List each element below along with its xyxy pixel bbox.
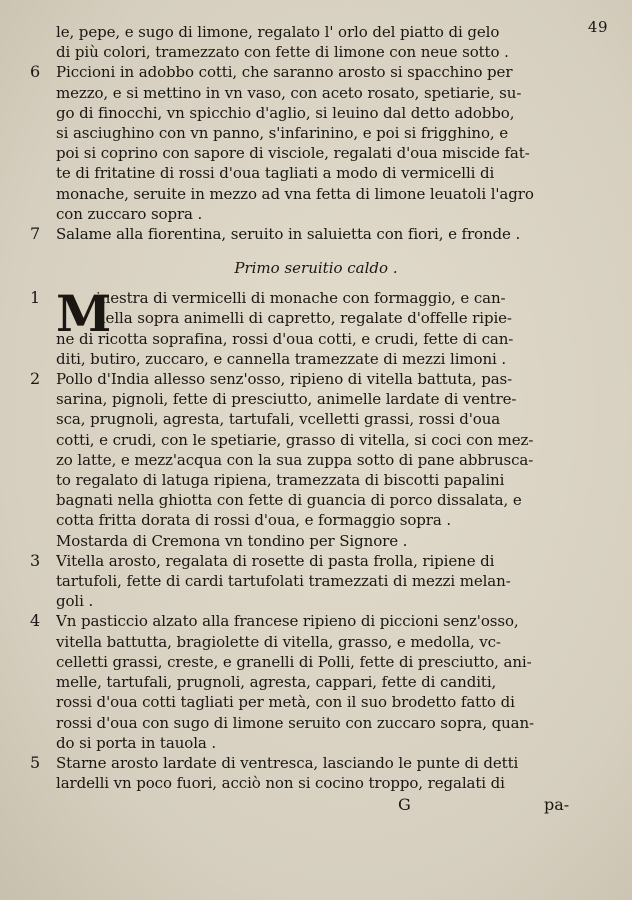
entry-continuation bbox=[22, 22, 610, 62]
entry-4 bbox=[22, 611, 610, 752]
text-line: celletti grassi, creste, e granelli di Polli, fette di presciutto, ani- bbox=[56, 652, 532, 671]
text-line: do si porta in tauola . bbox=[56, 733, 217, 752]
text-line: goli . bbox=[56, 592, 94, 611]
text-line: Pollo d'India allesso senz'osso, ripieno di vitella battuta, pas- bbox=[56, 370, 513, 389]
text-line: poi si coprino con sapore di visciole, regalati d'oua miscide fat- bbox=[56, 144, 530, 163]
text-line: to regalato di latuga ripiena, tramezzata di biscotti papalini bbox=[56, 471, 505, 490]
text-line: Salame alla fiorentina, seruito in saluietta con fiori, e fronde . bbox=[56, 225, 521, 244]
page-footer bbox=[22, 793, 610, 815]
entry-6 bbox=[22, 62, 610, 224]
entry-number: 6 bbox=[30, 62, 41, 82]
text-line: tartufoli, fette di cardi tartufolati tramezzati di mezzi melan- bbox=[56, 572, 511, 591]
text-line: diti, butiro, zuccaro, e cannella tramezzate di mezzi limoni . bbox=[56, 349, 507, 368]
text-line: con zuccaro sopra . bbox=[56, 204, 203, 223]
text-line: Starne arosto lardate di ventresca, lasciando le punte di detti bbox=[56, 753, 519, 772]
entries-after bbox=[22, 369, 610, 793]
text-line: le, pepe, e sugo di limone, regalato l' orlo del piatto di gelo bbox=[56, 23, 500, 41]
text-line: sarina, pignoli, fette di presciutto, animelle lardate di ventre- bbox=[56, 390, 517, 409]
entry-number: 3 bbox=[30, 550, 41, 570]
text-line: ne di ricotta soprafina, rossi d'oua cotti, e crudi, fette di can- bbox=[56, 329, 514, 348]
entry-number: 5 bbox=[30, 752, 41, 772]
text-line: Vitella arosto, regalata di rosette di pasta frolla, ripiene di bbox=[56, 551, 495, 570]
entry-5 bbox=[22, 753, 610, 793]
text-line: lardelli vn poco fuori, acciò non si cocino troppo, regalati di bbox=[56, 774, 505, 793]
entry-number: 2 bbox=[30, 369, 41, 389]
text-line: nella sopra animelli di capretto, regalate d'offelle ripie- bbox=[96, 309, 512, 328]
text-line: monache, seruite in mezzo ad vna fetta di limone leuatoli l'agro bbox=[56, 184, 534, 203]
entry-7 bbox=[22, 224, 610, 244]
entry-3 bbox=[22, 551, 610, 612]
page-number: 49 bbox=[587, 18, 608, 36]
text-line: vitella battutta, bragiolette di vitella, grasso, e medolla, vc- bbox=[56, 632, 501, 651]
entry-1 bbox=[22, 284, 610, 369]
text-line: inestra di vermicelli di monache con formaggio, e can- bbox=[96, 289, 506, 308]
text-line: sca, prugnoli, agresta, tartufali, vcelletti grassi, rossi d'oua bbox=[56, 410, 501, 429]
text-line: bagnati nella ghiotta con fette di guancia di porco dissalata, e bbox=[56, 491, 522, 510]
signature-mark: G bbox=[398, 795, 411, 815]
drop-cap: M bbox=[56, 284, 112, 344]
entries-before bbox=[22, 62, 610, 244]
text-line: Mostarda di Cremona vn tondino per Signore . bbox=[56, 531, 408, 550]
text-line: zo latte, e mezz'acqua con la sua zuppa sotto di pane abbrusca- bbox=[56, 450, 534, 469]
section-heading: Primo seruitio caldo . bbox=[234, 259, 398, 278]
text-line: go di finocchi, vn spicchio d'aglio, si leuino dal detto adobbo, bbox=[56, 103, 515, 122]
text-line: si asciughino con vn panno, s'infarinino, e poi si frigghino, e bbox=[56, 124, 508, 143]
catchword: pa- bbox=[544, 795, 570, 815]
entry-number: 4 bbox=[30, 611, 41, 631]
text-line: mezzo, e si mettino in vn vaso, con aceto rosato, spetiarie, su- bbox=[56, 83, 522, 102]
text-line: rossi d'oua con sugo di limone seruito con zuccaro sopra, quan- bbox=[56, 713, 535, 732]
entry-number: 1 bbox=[30, 288, 41, 308]
text-line: melle, tartufali, prugnoli, agresta, cappari, fette di canditi, bbox=[56, 673, 497, 692]
text-line: cotti, e crudi, con le spetiarie, grasso di vitella, si coci con mez- bbox=[56, 430, 534, 449]
text-line: Vn pasticcio alzato alla francese ripieno di piccioni senz'osso, bbox=[56, 612, 519, 631]
text-line: rossi d'oua cotti tagliati per metà, con il suo brodetto fatto di bbox=[56, 693, 515, 712]
entry-number: 7 bbox=[30, 224, 41, 244]
text-line: di più colori, tramezzato con fette di limone con neue sotto . bbox=[56, 43, 509, 62]
text-line: Piccioni in adobbo cotti, che saranno arosto si spacchino per bbox=[56, 63, 513, 82]
text-line: te di fritatine di rossi d'oua tagliati a modo di vermicelli di bbox=[56, 164, 495, 183]
entry-2 bbox=[22, 369, 610, 551]
text-line: cotta fritta dorata di rossi d'oua, e formaggio sopra . bbox=[56, 511, 452, 530]
